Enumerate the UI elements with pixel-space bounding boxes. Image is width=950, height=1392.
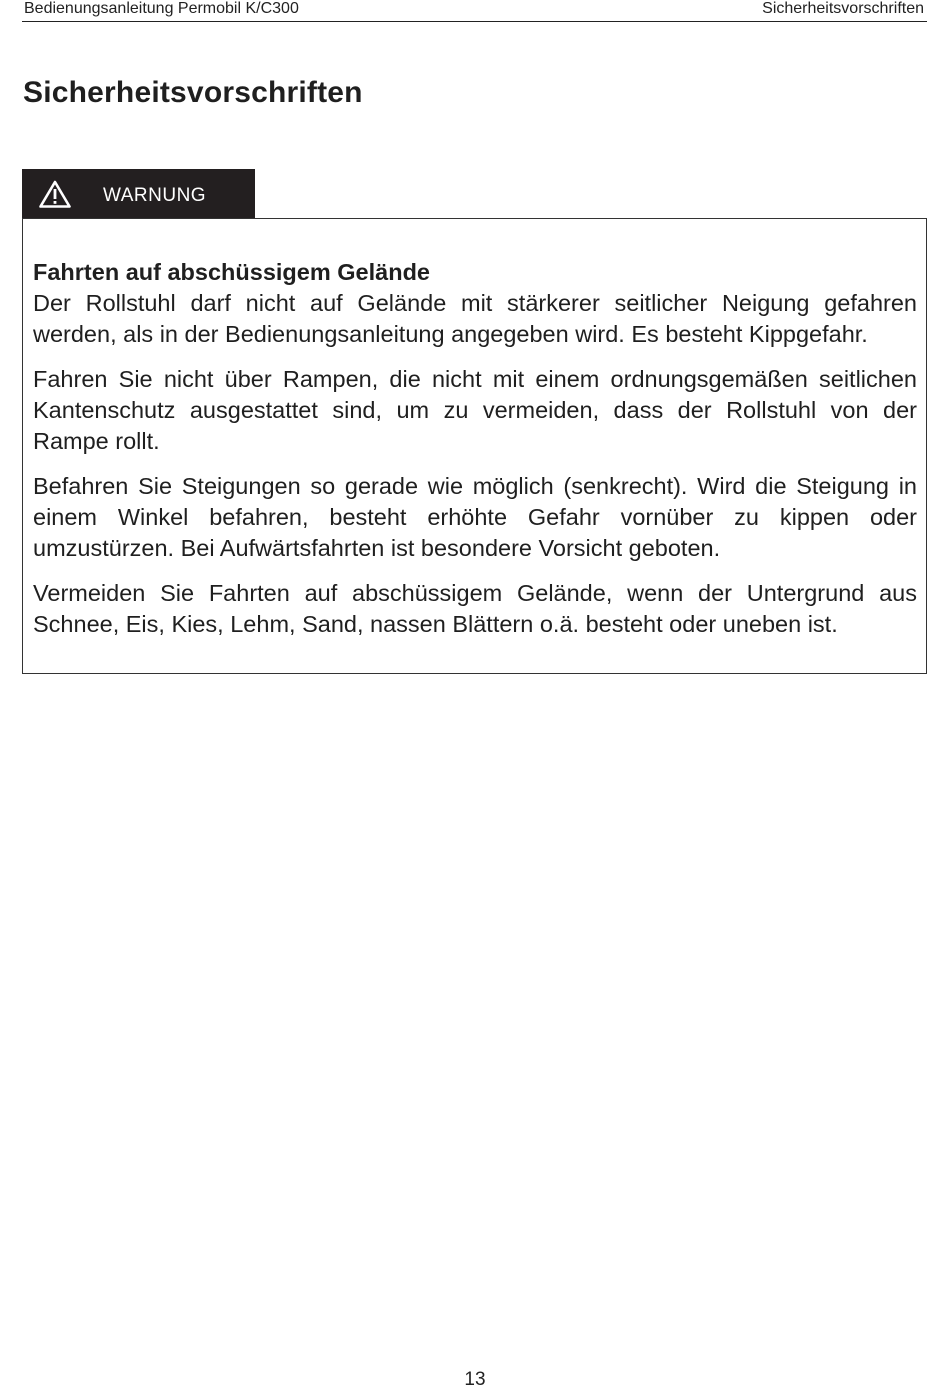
warning-paragraph: Befahren Sie Steigungen so gerade wie möglich (senkrecht). Wird die Steigung in einem Winkel befahren, besteht erhöhte Gefahr vornüber zu kippen oder umzustürzen. Bei Aufwärtsfahrten ist besondere Vorsicht geboten. — [33, 473, 917, 561]
warning-label: WARNUNG — [103, 185, 207, 206]
section-title: Sicherheitsvorschriften — [762, 0, 924, 17]
warning-triangle-icon — [39, 180, 71, 208]
warning-content — [33, 257, 917, 654]
page-number: 13 — [464, 1369, 486, 1390]
document-title: Bedienungsanleitung Permobil K/C300 — [24, 0, 299, 17]
warning-paragraph: Fahren Sie nicht über Rampen, die nicht mit einem ordnungsgemäßen seitlichen Kantenschutz ausgestattet sind, um zu vermeiden, dass der Rollstuhl von der Rampe rollt. — [33, 366, 917, 454]
warning-tab — [22, 169, 255, 219]
running-header — [22, 0, 927, 22]
warning-heading: Fahrten auf abschüssigem Gelände — [33, 259, 430, 285]
page-title: Sicherheitsvorschriften — [23, 76, 363, 109]
warning-box — [22, 218, 927, 674]
warning-paragraph: Vermeiden Sie Fahrten auf abschüssigem Gelände, wenn der Untergrund aus Schnee, Eis, Kies, Lehm, Sand, nassen Blättern o.ä. besteht oder uneben ist. — [33, 580, 917, 637]
warning-paragraph: Der Rollstuhl darf nicht auf Gelände mit stärkerer seitlicher Neigung gefahren werden, als in der Bedienungsanleitung angegeben wird. Es besteht Kippgefahr. — [33, 290, 917, 347]
